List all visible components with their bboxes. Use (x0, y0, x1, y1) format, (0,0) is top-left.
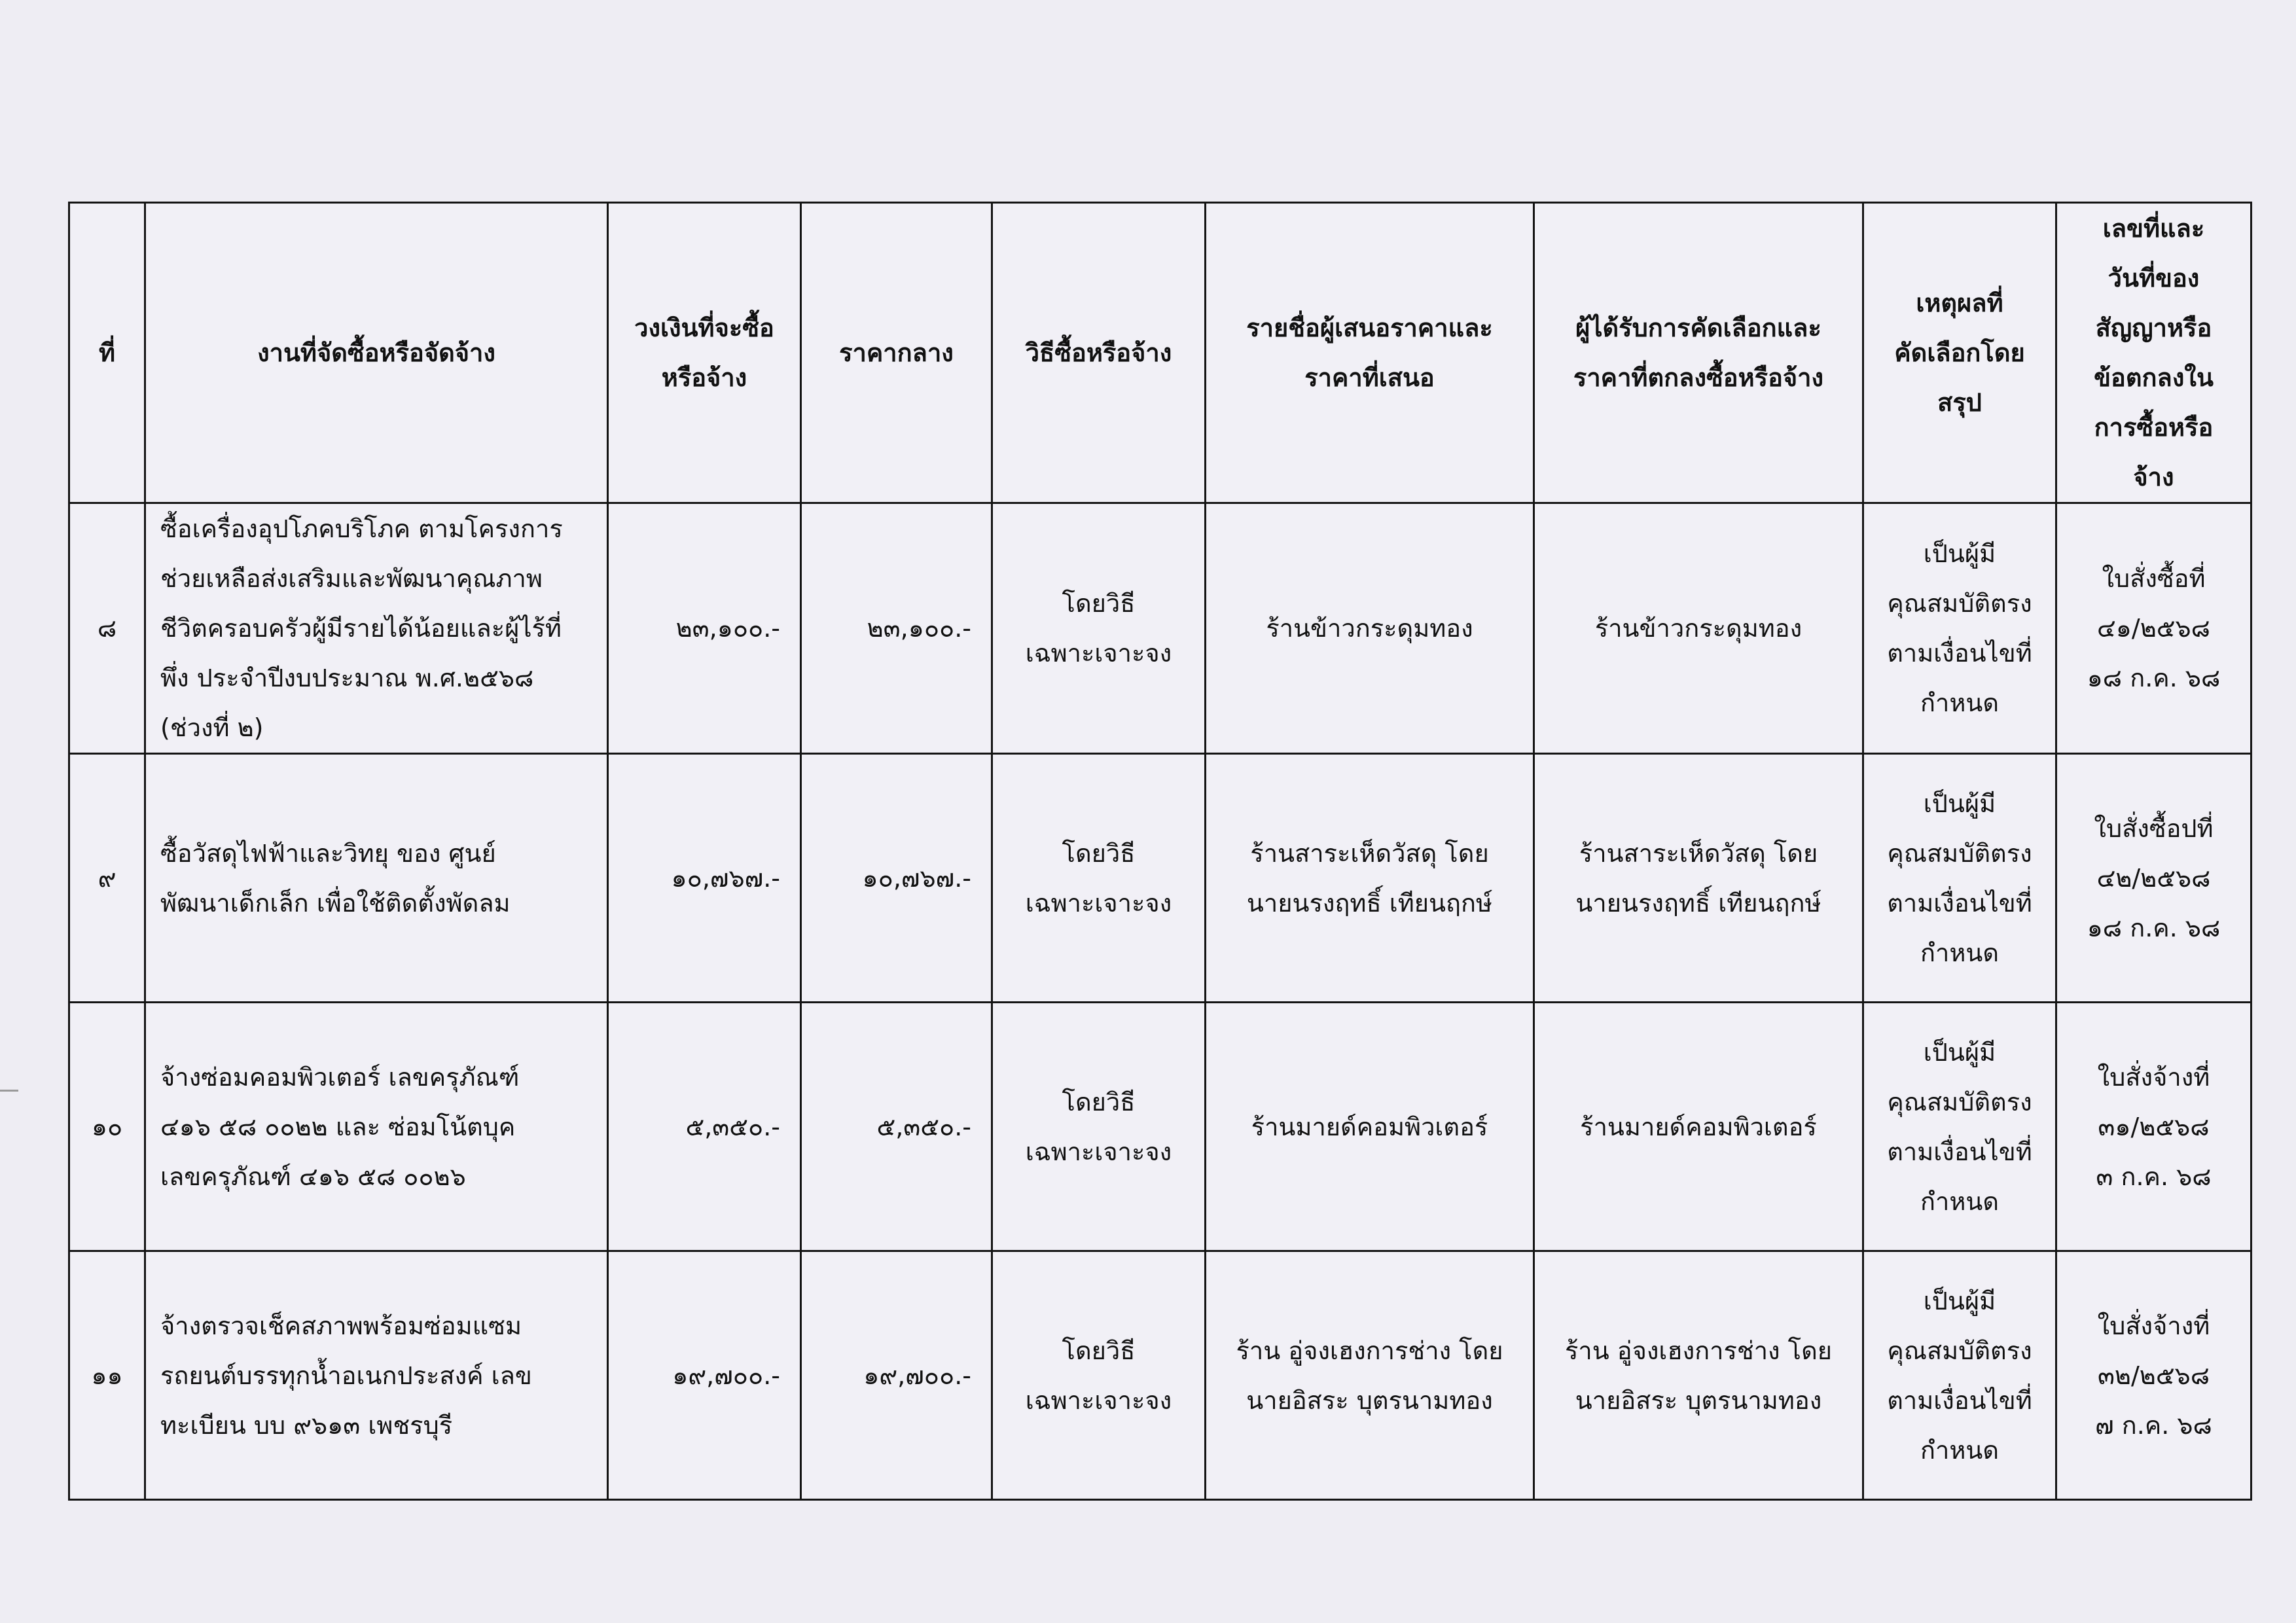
cell-budget: ๒๓,๑๐๐.- (608, 503, 801, 754)
cell-item: ซื้อวัสดุไฟฟ้าและวิทยุ ของ ศูนย์ พัฒนาเด็กเล็ก เพื่อใช้ติดตั้งพัดลม (145, 754, 608, 1003)
cell-median-price: ๑๐,๗๖๗.- (801, 754, 992, 1003)
cell-budget: ๕,๓๕๐.- (608, 1003, 801, 1251)
cell-method: โดยวิธี เฉพาะเจาะจง (992, 754, 1206, 1003)
cell-item: จ้างตรวจเช็คสภาพพร้อมซ่อมแซม รถยนต์บรรทุกน้ำอเนกประสงค์ เลข ทะเบียน บบ ๙๖๑๓ เพชรบุรี (145, 1251, 608, 1500)
cell-budget: ๑๐,๗๖๗.- (608, 754, 801, 1003)
cell-bidders: ร้าน อู่จงเฮงการช่าง โดย นายอิสระ บุตรนามทอง (1206, 1251, 1534, 1500)
cell-method: โดยวิธี เฉพาะเจาะจง (992, 1003, 1206, 1251)
header-selected: ผู้ได้รับการคัดเลือกและ ราคาที่ตกลงซื้อหรือจ้าง (1534, 203, 1863, 503)
scan-edge-mark (0, 1090, 18, 1092)
cell-no: ๑๑ (69, 1251, 145, 1500)
table-row (69, 1003, 2251, 1251)
cell-bidders: ร้านข้าวกระดุมทอง (1206, 503, 1534, 754)
header-method: วิธีซื้อหรือจ้าง (992, 203, 1206, 503)
cell-selected: ร้านข้าวกระดุมทอง (1534, 503, 1863, 754)
cell-selected: ร้านสาระเห็ดวัสดุ โดย นายนรงฤทธิ์ เทียนฤกษ์ (1534, 754, 1863, 1003)
header-no: ที่ (69, 203, 145, 503)
table-row (69, 503, 2251, 754)
cell-reason: เป็นผู้มี คุณสมบัติตรง ตามเงื่อนไขที่ กำหนด (1863, 754, 2056, 1003)
header-reason: เหตุผลที่ คัดเลือกโดย สรุป (1863, 203, 2056, 503)
table-header-row (69, 203, 2251, 503)
cell-reason: เป็นผู้มี คุณสมบัติตรง ตามเงื่อนไขที่ กำหนด (1863, 503, 2056, 754)
cell-budget: ๑๙,๗๐๐.- (608, 1251, 801, 1500)
cell-contract: ใบสั่งจ้างที่ ๓๑/๒๕๖๘ ๓ ก.ค. ๖๘ (2056, 1003, 2251, 1251)
cell-contract: ใบสั่งซื้อปที่ ๔๒/๒๕๖๘ ๑๘ ก.ค. ๖๘ (2056, 754, 2251, 1003)
procurement-summary-table (68, 202, 2252, 1501)
cell-method: โดยวิธี เฉพาะเจาะจง (992, 1251, 1206, 1500)
header-contract: เลขที่และ วันที่ของ สัญญาหรือ ข้อตกลงใน การซื้อหรือ จ้าง (2056, 203, 2251, 503)
cell-median-price: ๒๓,๑๐๐.- (801, 503, 992, 754)
cell-selected: ร้าน อู่จงเฮงการช่าง โดย นายอิสระ บุตรนามทอง (1534, 1251, 1863, 1500)
header-median-price: ราคากลาง (801, 203, 992, 503)
cell-no: ๘ (69, 503, 145, 754)
cell-no: ๑๐ (69, 1003, 145, 1251)
cell-method: โดยวิธี เฉพาะเจาะจง (992, 503, 1206, 754)
header-budget: วงเงินที่จะซื้อ หรือจ้าง (608, 203, 801, 503)
cell-no: ๙ (69, 754, 145, 1003)
cell-contract: ใบสั่งจ้างที่ ๓๒/๒๕๖๘ ๗ ก.ค. ๖๘ (2056, 1251, 2251, 1500)
cell-reason: เป็นผู้มี คุณสมบัติตรง ตามเงื่อนไขที่ กำหนด (1863, 1003, 2056, 1251)
cell-median-price: ๑๙,๗๐๐.- (801, 1251, 992, 1500)
cell-item: จ้างซ่อมคอมพิวเตอร์ เลขครุภัณฑ์ ๔๑๖ ๕๘ ๐๐๒๒ และ ซ่อมโน้ตบุค เลขครุภัณฑ์ ๔๑๖ ๕๘ ๐๐๒๖ (145, 1003, 608, 1251)
cell-item: ซื้อเครื่องอุปโภคบริโภค ตามโครงการ ช่วยเหลือส่งเสริมและพัฒนาคุณภาพ ชีวิตครอบครัวผู้มีรายได้น้อยและผู้ไร้ที่ พึ่ง ประจำปีงบประมาณ พ.ศ.๒๕๖๘ (ช่วงที่ ๒) (145, 503, 608, 754)
cell-median-price: ๕,๓๕๐.- (801, 1003, 992, 1251)
cell-bidders: ร้านมายด์คอมพิวเตอร์ (1206, 1003, 1534, 1251)
cell-contract: ใบสั่งซื้อที่ ๔๑/๒๕๖๘ ๑๘ ก.ค. ๖๘ (2056, 503, 2251, 754)
header-item: งานที่จัดซื้อหรือจัดจ้าง (145, 203, 608, 503)
header-bidders: รายชื่อผู้เสนอราคาและ ราคาที่เสนอ (1206, 203, 1534, 503)
cell-reason: เป็นผู้มี คุณสมบัติตรง ตามเงื่อนไขที่ กำหนด (1863, 1251, 2056, 1500)
cell-bidders: ร้านสาระเห็ดวัสดุ โดย นายนรงฤทธิ์ เทียนฤกษ์ (1206, 754, 1534, 1003)
table-row (69, 754, 2251, 1003)
table-row (69, 1251, 2251, 1500)
cell-selected: ร้านมายด์คอมพิวเตอร์ (1534, 1003, 1863, 1251)
